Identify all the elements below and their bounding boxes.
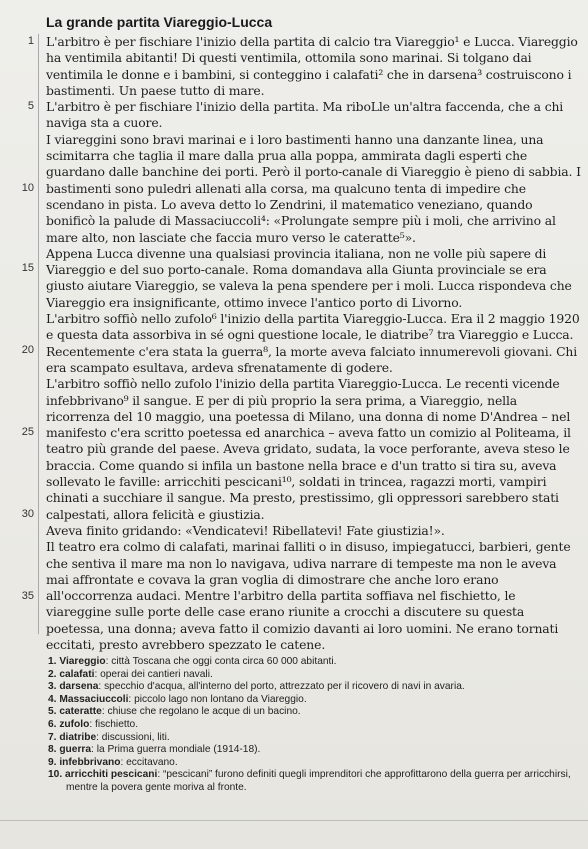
line-number: 1 <box>27 35 34 47</box>
footnote <box>48 732 580 745</box>
footnote-term: diatribe <box>59 731 97 743</box>
page-title: La grande partita Viareggio-Lucca <box>46 14 273 30</box>
line-number: 10 <box>21 182 34 194</box>
line-number: 20 <box>21 344 34 356</box>
footnote-definition: : città Toscana che oggi conta circa 60 000 abitanti. <box>105 656 337 667</box>
footnote <box>48 669 580 682</box>
footnote-term: Massaciuccoli <box>59 693 129 705</box>
footnote-definition: : fischietto. <box>89 718 139 730</box>
footnote-definition: : operai dei cantieri navali. <box>94 668 213 680</box>
footnote-number: 9. <box>48 756 60 768</box>
paragraph: L'arbitro è per fischiare l'inizio della partita di calcio tra Viareggio¹ e Lucca. Viareggio ha ventimila abitanti! Di questi ventimila, ottomila sono marinai. Si tolgano dai ventimila le donne e i bambini, si conteggino i calafati² che in darsena³ costruiscono i bastimenti. Un paese tutto di mare. <box>46 34 578 98</box>
footnote <box>48 694 580 707</box>
footnote-definition: : piccolo lago non lontano da Viareggio. <box>128 693 307 705</box>
footnote-definition: : discussioni, liti. <box>96 731 170 743</box>
footnote-number: 3. <box>48 681 60 693</box>
footnote <box>48 706 580 719</box>
line-number: 15 <box>21 262 34 274</box>
paragraph: Aveva finito gridando: «Vendicatevi! Ribellatevi! Fate giustizia!». <box>46 522 445 538</box>
paragraph: L'arbitro è per fischiare l'inizio della partita. Ma riboLle un'altra faccenda, che a chi naviga sta a cuore. <box>46 99 564 131</box>
paragraph: L'arbitro soffiò nello zufolo⁶ l'inizio della partita Viareggio-Lucca. Era il 2 maggio 1920 e questa data assorbiva in sé ogni questione locale, le diatribe⁷ tra Viareggio e Lucca. Recentemente c'era stata la guerra⁸, la morte aveva falciato innumerevoli giovani. Chi era scampato esultava, ardeva sfrenatamente di godere. <box>46 311 580 375</box>
line-number: 30 <box>21 508 34 520</box>
paragraph: L'arbitro soffiò nello zufolo l'inizio della partita Viareggio-Lucca. Le recenti vicende infebbrivano⁹ il sangue. E per di più proprio la sera prima, a Viareggio, nella ricorrenza del 10 maggio, una poetessa di Milano, una donna di nome D'Andrea – nel manifesto c'era scritto poetessa ed anarchica – aveva fatto un comizio al Politeama, il teatro più grande del paese. Aveva gridato, sudata, la voce perforante, aveva steso le braccia. Come quando si infila un bastone nella brace e d'un tratto si tira su, aveva sollevato le faville: arricchiti pescicani¹⁰, soldati in trincea, ragazzi morti, vampiri chinati a succhiare il sangue. Ma presto, prestissimo, gli oppressori sarebbero stati calpestati, allora felicità e giustizia. <box>46 376 571 522</box>
paragraph: Il teatro era colmo di calafati, marinai falliti o in disuso, impiegatucci, barbieri, gente che sentiva il mare ma non lo navigava, udiva narrare di tempeste ma non le aveva mai affrontate e covava la gran voglia di dimostrare che anche loro erano all'occorrenza audaci. Mentre l'arbitro della partita soffiava nel fischietto, le viareggine sulle porte delle case erano riunite a crocchi a discutere su questa poetessa, una donna; aveva fatto il comizio davanti ai loro uomini. Ne erano tornati eccitati, presto avrebbero spezzato le catene. <box>46 539 571 652</box>
paragraph: Appena Lucca divenne una qualsiasi provincia italiana, non ne volle più sapere di Viareggio e del suo porto-canale. Roma domandava alla Giunta provinciale se era giusto aiutare Viareggio, se valeva la pena spendere per i moli. Lucca rispondeva che Viareggio era insignificante, ottimo invece l'antico porto di Livorno. <box>46 245 572 310</box>
footnote-definition: : la Prima guerra mondiale (1914-18). <box>91 744 261 756</box>
footnote-definition: : chiuse che regolano le acque di un bacino. <box>101 706 301 718</box>
footnote-term: arricchiti pescicani <box>65 769 158 781</box>
story-text <box>46 34 582 653</box>
footnote <box>48 769 580 794</box>
footnote-term: infebbrivano <box>59 756 121 768</box>
footnotes <box>48 656 580 795</box>
bottom-rule <box>0 820 588 821</box>
footnote <box>48 757 580 770</box>
footnote-term: darsena <box>59 681 99 693</box>
footnote <box>48 719 580 732</box>
footnote-number: 1. <box>48 656 60 667</box>
paragraph: I viareggini sono bravi marinai e i loro bastimenti hanno una danzante linea, una scimitarra che taglia il mare dalla prua alla poppa, ammirata dagli esperti che guardano dalle banchine dei porti. Però il porto-canale di Viareggio è pieno di sabbia. I bastimenti sono puledri allenati alla corsa, ma qualcuno tenta di impedire che scendano in pista. Lo aveva detto lo Zendrini, il matematico veneziano, quando bonificò la palude di Massaciuccoli⁴: «Prolungate sempre più i moli, che arrivino al mare alto, non lasciate che faccia muro verso le cateratte⁵». <box>46 131 581 245</box>
footnote-term: zufolo <box>59 718 90 730</box>
footnote-term: calafati <box>59 668 95 680</box>
line-number: 35 <box>21 590 34 602</box>
margin-rule <box>38 34 39 634</box>
footnote-definition: : “pescicani” furono definiti quegli imprenditori che approfittarono della guerra per arricchirsi, mentre la povera gente moriva al fronte. <box>66 769 571 793</box>
line-number: 25 <box>21 426 34 438</box>
footnote-term: cateratte <box>59 706 102 718</box>
footnote <box>48 744 580 757</box>
line-number: 5 <box>27 100 34 112</box>
footnote-definition: : eccitavano. <box>120 756 178 768</box>
footnote-term: Viareggio <box>59 656 106 667</box>
footnote-number: 8. <box>48 744 60 756</box>
footnote-number: 5. <box>48 706 60 718</box>
footnote <box>48 656 580 669</box>
footnote <box>48 681 580 694</box>
footnote-definition: : specchio d'acqua, all'interno del porto, attrezzato per il ricovero di navi in avaria. <box>98 681 465 693</box>
footnote-number: 4. <box>48 693 60 705</box>
footnote-number: 10. <box>48 769 65 781</box>
footnote-number: 6. <box>48 718 60 730</box>
footnote-number: 2. <box>48 668 60 680</box>
footnote-number: 7. <box>48 731 60 743</box>
footnote-term: guerra <box>59 744 92 756</box>
